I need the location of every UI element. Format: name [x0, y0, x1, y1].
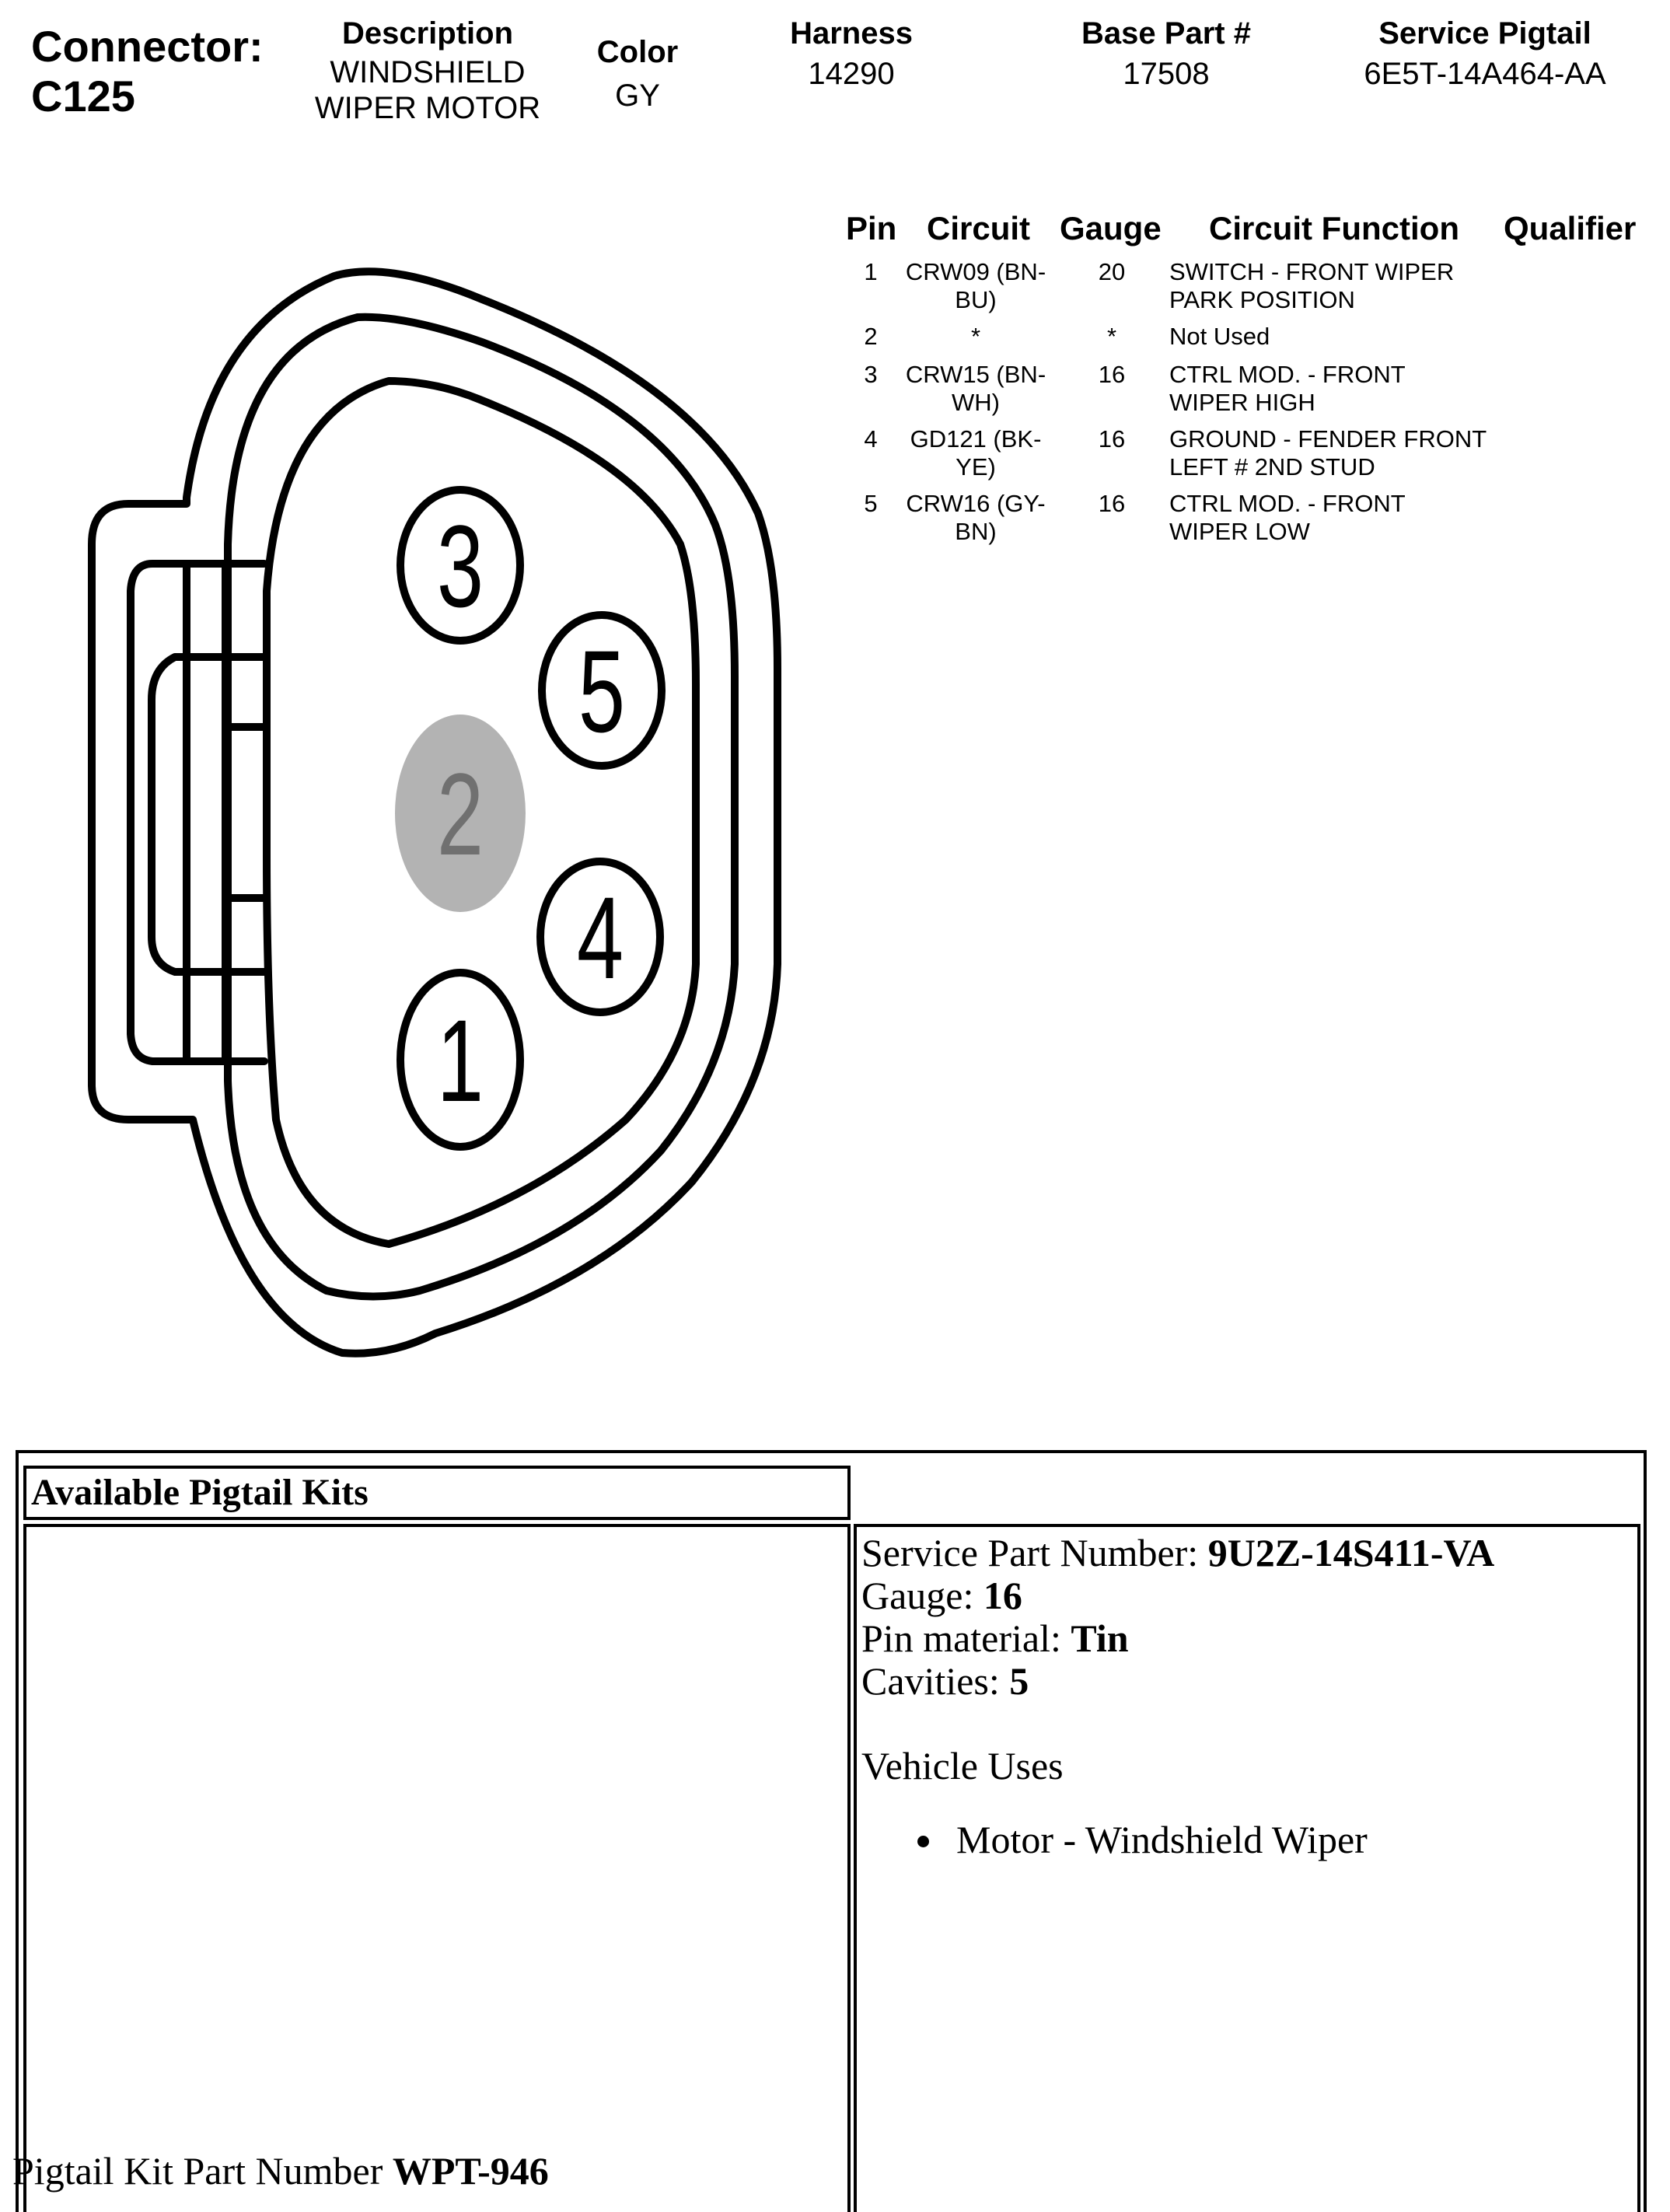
function-cell	[1169, 258, 1496, 314]
list-item	[956, 1819, 1637, 1861]
circuit-line1: GD121 (BK-	[910, 425, 1042, 453]
gauge-cell: 16	[1098, 490, 1126, 517]
color-column	[575, 34, 700, 114]
function-line2: LEFT # 2ND STUD	[1169, 453, 1375, 480]
service-pigtail-value: 6E5T-14A464-AA	[1364, 57, 1606, 91]
pin-material-label: Pin material:	[861, 1616, 1071, 1660]
description-label: Description	[341, 16, 514, 51]
function-line2: PARK POSITION	[1169, 286, 1355, 313]
pin-cavity-4	[540, 861, 660, 1012]
cavities-info	[861, 1660, 1637, 1703]
circuit-line2: BU)	[955, 286, 997, 313]
pin-label-1: 1	[436, 995, 484, 1127]
pigtail-image-box	[23, 1524, 851, 2212]
base-part-column	[1050, 16, 1283, 92]
service-part-label: Service Part Number:	[861, 1531, 1208, 1574]
description-line2: WIPER MOTOR	[314, 91, 541, 125]
pin-cavity-5	[542, 615, 662, 766]
function-line1: GROUND - FENDER FRONT	[1169, 425, 1487, 453]
gauge-header: Gauge	[1060, 210, 1162, 246]
circuit-cell	[894, 323, 1057, 351]
circuit-line1: *	[970, 323, 981, 350]
circuit-cell	[894, 361, 1057, 417]
circuit-line2: BN)	[955, 518, 997, 545]
service-part-value: 9U2Z-14S411-VA	[1207, 1531, 1495, 1574]
pin-number: 1	[864, 258, 878, 285]
gauge-cell: *	[1106, 323, 1117, 350]
gauge-info	[861, 1574, 1637, 1617]
cavities-label: Cavities:	[861, 1659, 1010, 1703]
gauge-label: Gauge:	[861, 1574, 983, 1617]
function-cell	[1169, 323, 1496, 351]
circuit-line2: YE)	[956, 453, 996, 480]
pin-cavity-3	[400, 490, 520, 641]
color-label: Color	[596, 35, 679, 69]
function-line2: WIPER LOW	[1169, 518, 1310, 545]
circuit-function-header: Circuit Function	[1209, 210, 1459, 246]
function-cell	[1169, 361, 1496, 417]
function-line1: CTRL MOD. - FRONT	[1169, 490, 1406, 517]
circuit-cell	[894, 425, 1057, 481]
pin-material-info	[861, 1617, 1637, 1660]
harness-label: Harness	[790, 16, 913, 51]
kit-part-value: WPT-946	[392, 2149, 549, 2193]
pin-number: 3	[864, 361, 878, 388]
base-part-label: Base Part #	[1081, 16, 1251, 51]
latch-tab	[131, 564, 264, 1061]
gauge-cell: 16	[1098, 361, 1126, 388]
function-line1: SWITCH - FRONT WIPER	[1169, 258, 1455, 285]
pin-number: 4	[864, 425, 878, 453]
description-line1: WINDSHIELD	[330, 55, 526, 89]
function-line1: Not Used	[1169, 323, 1270, 350]
circuit-line2: WH)	[952, 389, 1000, 416]
qualifier-header: Qualifier	[1504, 210, 1637, 246]
connector-title	[31, 22, 264, 121]
gauge-cell: 20	[1098, 258, 1126, 285]
pin-material-value: Tin	[1071, 1616, 1129, 1660]
pigtail-kits-title: Available Pigtail Kits	[31, 1472, 369, 1513]
function-cell	[1169, 425, 1496, 481]
kit-part-label: Pigtail Kit Part Number	[12, 2149, 393, 2193]
harness-value: 14290	[808, 57, 895, 91]
function-cell	[1169, 490, 1496, 546]
pin-label-3: 3	[436, 501, 484, 632]
function-line2: WIPER HIGH	[1169, 389, 1315, 416]
circuit-cell	[894, 258, 1057, 314]
circuit-line1: CRW16 (GY-	[906, 490, 1046, 517]
pigtail-details-box	[854, 1524, 1640, 2212]
circuit-line1: CRW09 (BN-	[905, 258, 1046, 285]
harness-column	[762, 16, 941, 92]
vehicle-use-text: Motor - Windshield Wiper	[956, 1818, 1368, 1861]
pigtail-kits-title-box	[23, 1466, 851, 1520]
pin-number: 2	[864, 323, 878, 350]
pin-cavity-2-unused	[395, 715, 526, 912]
pin-label-5: 5	[578, 626, 626, 757]
service-pigtail-column	[1322, 16, 1648, 92]
connector-title-label: Connector:	[31, 22, 264, 71]
pin-label-4: 4	[576, 872, 624, 1004]
vehicle-uses-list	[861, 1819, 1637, 1861]
circuit-header: Circuit	[927, 210, 1031, 246]
cavities-value: 5	[1009, 1659, 1029, 1703]
connector-id: C125	[31, 72, 135, 121]
vehicle-uses-heading: Vehicle Uses	[861, 1744, 1064, 1787]
pin-label-2: 2	[436, 749, 484, 880]
service-pigtail-label: Service Pigtail	[1378, 16, 1591, 51]
pigtail-kit-part-number	[12, 2147, 549, 2194]
circuit-line1: CRW15 (BN-	[905, 361, 1046, 388]
base-part-value: 17508	[1123, 57, 1210, 91]
circuit-cell	[894, 490, 1057, 546]
color-value: GY	[615, 79, 660, 113]
bullet-icon	[917, 1836, 929, 1847]
pin-header: Pin	[846, 210, 897, 246]
service-part-number	[861, 1532, 1637, 1574]
gauge-value: 16	[983, 1574, 1022, 1617]
connector-face-diagram	[0, 233, 824, 1384]
gauge-cell: 16	[1098, 425, 1126, 453]
pin-number: 5	[864, 490, 878, 517]
function-line1: CTRL MOD. - FRONT	[1169, 361, 1406, 388]
description-column	[295, 16, 560, 126]
pin-cavity-1	[400, 973, 520, 1147]
